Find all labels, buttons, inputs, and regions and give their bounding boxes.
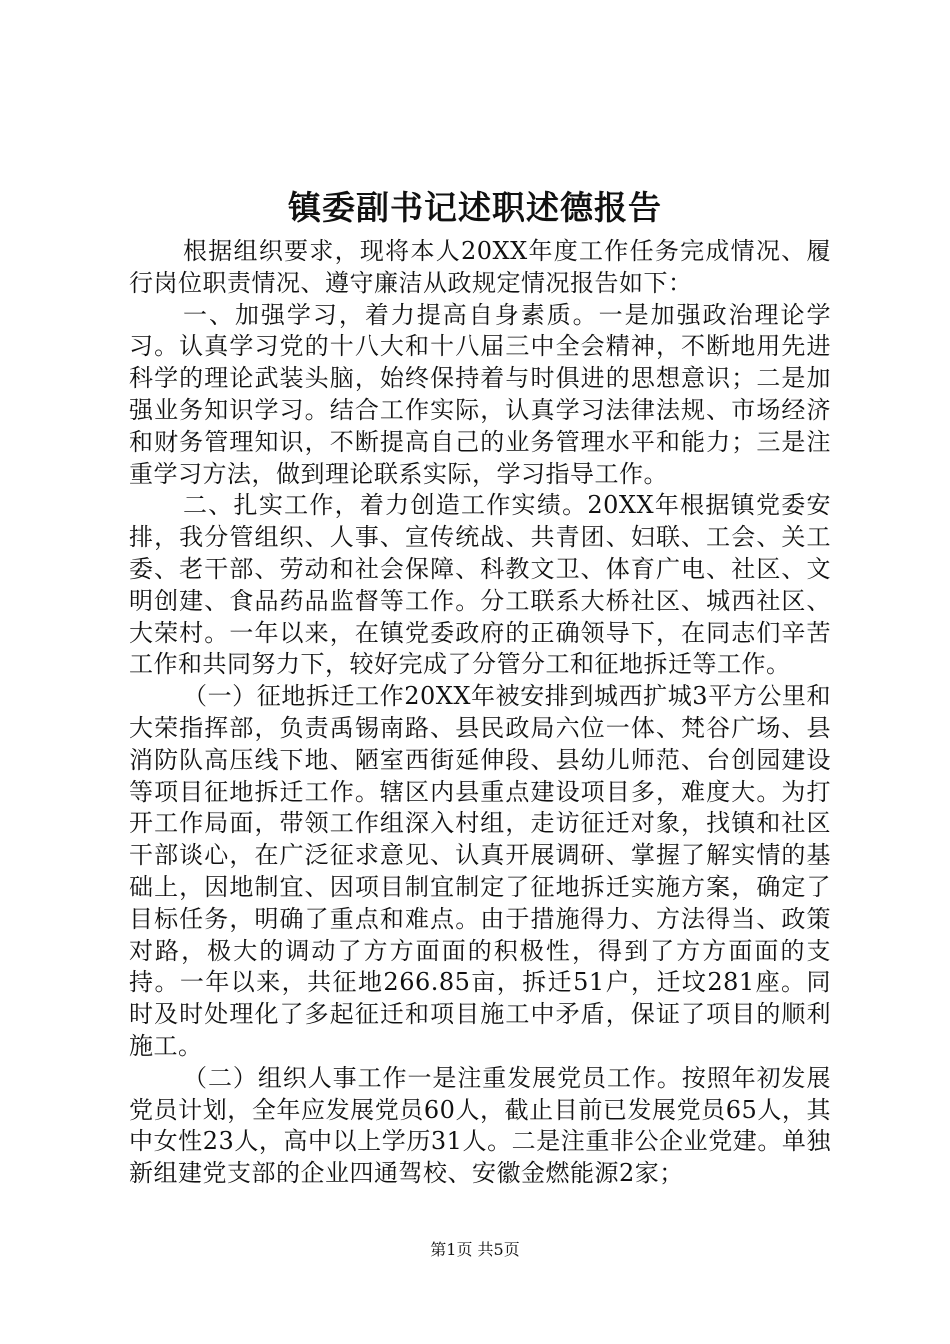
paragraph-subsection-1: （一）征地拆迁工作20XX年被安排到城西扩城3平方公里和大荣指挥部，负责禹锡南路、县民政局六位一体、梵谷广场、县消防队高压线下地、陋室西街延伸段、县幼儿师范、台创园建设等项目征地拆迁工作。辖区内县重点建设项目多，难度大。为打开工作局面，带领工作组深入村组，走访征迁对象，找镇和社区干部谈心，在广泛征求意见、认真开展调研、掌握了解实情的基础上，因地制宜、因项目制宜制定了征地拆迁实施方案，确定了目标任务，明确了重点和难点。由于措施得力、方法得当、政策对路，极大的调动了方方面面的积极性，得到了方方面面的支持。一年以来，共征地266.85亩，拆迁51户，迁坟281座。同时及时处理化了多起征迁和项目施工中矛盾，保证了项目的顺利施工。 (129, 682, 831, 1060)
document-title: 镇委副书记述职述德报告 (288, 188, 662, 227)
paragraph-intro: 根据组织要求，现将本人20XX年度工作任务完成情况、履行岗位职责情况、遵守廉洁从政规定情况报告如下： (129, 237, 831, 297)
paragraph-subsection-2: （二）组织人事工作一是注重发展党员工作。按照年初发展党员计划，全年应发展党员60人，截止目前已发展党员65人，其中女性23人，高中以上学历31人。二是注重非公企业党建。单独新组建党支部的企业四通驾校、安徽金燃能源2家； (129, 1063, 831, 1188)
document-body (129, 236, 831, 1190)
paragraph-section-1: 一、加强学习，着力提高自身素质。一是加强政治理论学习。认真学习党的十八大和十八届三中全会精神，不断地用先进科学的理论武装头脑，始终保持着与时俱进的思想意识；二是加强业务知识学习。结合工作实际，认真学习法律法规、市场经济和财务管理知识，不断提高自己的业务管理水平和能力；三是注重学习方法，做到理论联系实际，学习指导工作。 (129, 300, 831, 488)
paragraph-section-2: 二、扎实工作，着力创造工作实绩。20XX年根据镇党委安排，我分管组织、人事、宣传统战、共青团、妇联、工会、关工委、老干部、劳动和社会保障、科教文卫、体育广电、社区、文明创建、食品药品监督等工作。分工联系大桥社区、城西社区、大荣村。一年以来，在镇党委政府的正确领导下，在同志们辛苦工作和共同努力下，较好完成了分管分工和征地拆迁等工作。 (129, 491, 831, 679)
page-number-footer: 第1页 共5页 (430, 1240, 520, 1259)
